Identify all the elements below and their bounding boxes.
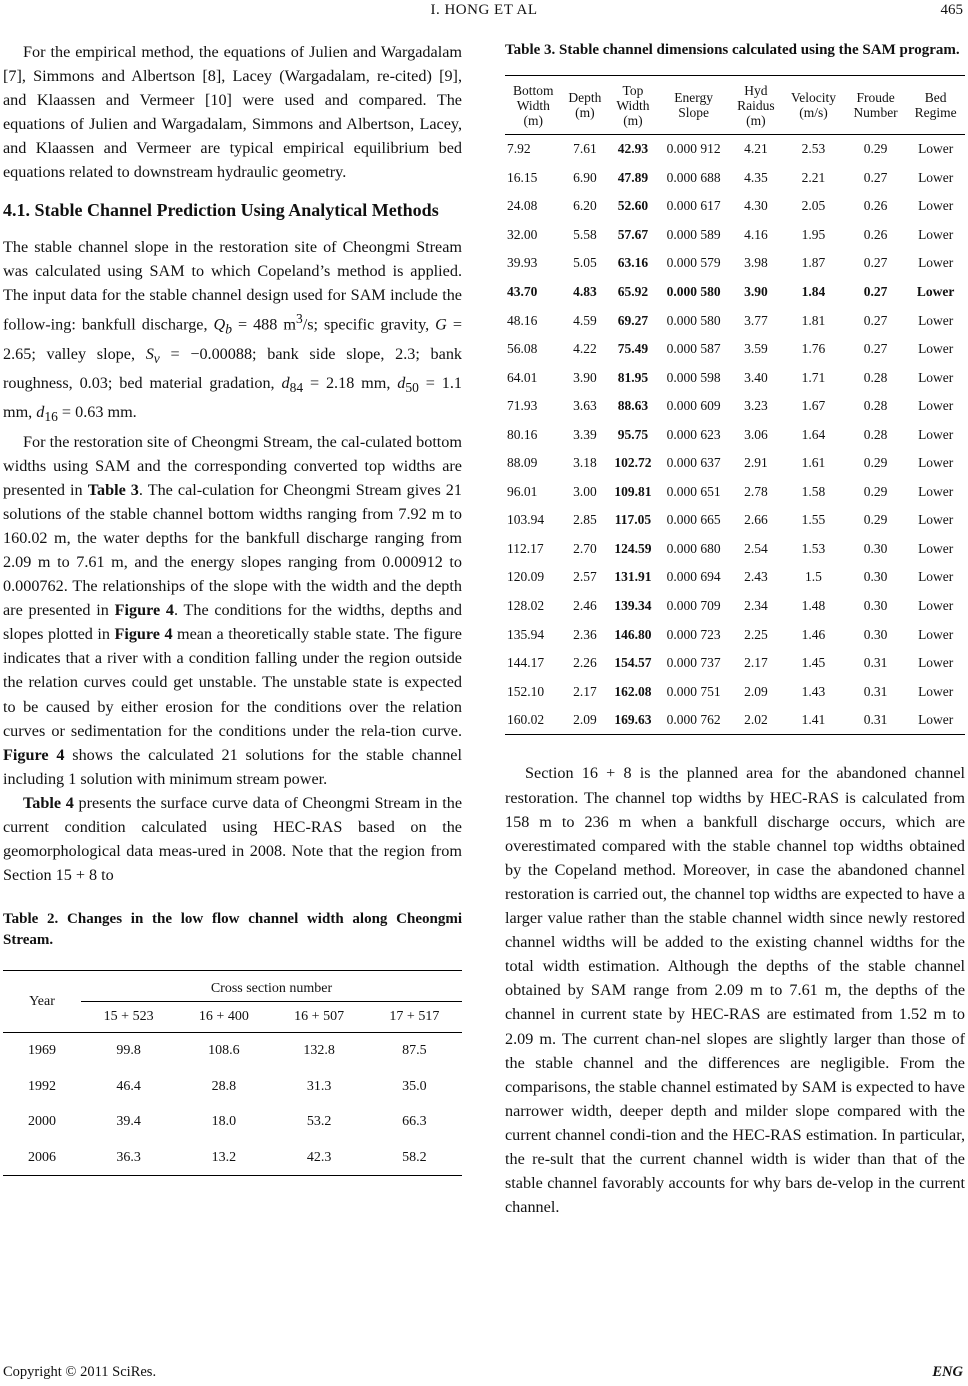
table-cell: 1.95 xyxy=(801,226,826,242)
table-cell: 120.09 xyxy=(507,569,545,585)
paragraph-section-16-8: Section 16 + 8 is the planned area for the abandoned channel restoration. The channel top widths by HEC-RAS is calculated from 158 m to 236 m when a bankfull discharge occurs, which are overestimated compared with the stable channel top widths obtained by the Copeland method. Moreover, in case the abandoned channel restoration is carried out, the channel top widths are expected to have a larger value rather than the stable channel width since newly restored channel widths will be added to the existing channel widths for the total width estimation. Although the depths of the stable channel obtained by SAM range from 2.09 m to 7.61 m, the depths of the channel in current state by HEC-RAS are estimated from 1.52 m to 2.09 m. The current chan-nel slopes are slightly larger than those of the stable channel and the differences are negligible. From the comparisons, the stable channel estimated by SAM is expected to have narrower width, deeper depth and milder slope compared with the current channel condi-tion and the HEC-RAS estimation. In particular, the re-sult that the current channel width is wider than that of the stable channel favorably accounts for why bars de-velop in the current channel. xyxy=(505,764,965,1217)
year-cell: 2000 xyxy=(28,1114,56,1130)
table-cell: 6.20 xyxy=(573,198,597,214)
width-cell: 66.3 xyxy=(402,1114,427,1130)
table-cell: 2.57 xyxy=(573,569,597,585)
table-cell: 0.28 xyxy=(863,426,888,442)
column-header: 16 + 400 xyxy=(176,1002,271,1033)
table-cell: 1.45 xyxy=(801,655,826,671)
column-header: Energy Slope xyxy=(658,76,730,135)
table-cell: 48.16 xyxy=(507,312,538,328)
table-cell: 4.83 xyxy=(573,283,597,299)
table-cell: 0.000 623 xyxy=(666,426,721,442)
table-cell: 2.17 xyxy=(573,683,597,699)
table-cell: 2.09 xyxy=(744,683,768,699)
cross-section-header: Cross section number xyxy=(81,971,462,1002)
table-cell: Lower xyxy=(906,706,965,735)
table-cell: 0.000 680 xyxy=(666,540,721,556)
paragraph-surface-curve: Table 4 presents the surface curve data of Cheongmi Stream in the current condition calculated using HEC-RAS based on the geomorphological data meas-ured in 2008. Note that the region from Section 15 + 8 to xyxy=(3,793,462,885)
table-cell: Lower xyxy=(918,483,954,499)
width-cell: 99.8 xyxy=(116,1043,141,1059)
table-cell: 2.53 xyxy=(801,141,826,157)
table-3 xyxy=(505,75,965,735)
table-row xyxy=(505,449,965,478)
copyright: Copyright © 2011 SciRes. xyxy=(3,1364,157,1380)
table-cell: 2.26 xyxy=(573,655,597,671)
table-cell: 0.27 xyxy=(863,255,888,271)
table-cell: 0.30 xyxy=(863,540,888,556)
table-cell: Lower xyxy=(918,169,954,185)
column-header: Froude Number xyxy=(845,76,907,135)
table-cell: 3.40 xyxy=(744,369,768,385)
table-row xyxy=(505,278,965,307)
table-cell: 75.49 xyxy=(617,341,649,357)
table-cell: 0.31 xyxy=(863,683,888,699)
width-cell: 31.3 xyxy=(306,1078,332,1094)
table-row xyxy=(505,706,965,735)
width-cell: 35.0 xyxy=(402,1078,427,1094)
table-cell: 1.48 xyxy=(801,597,826,613)
column-header: Top Width (m) xyxy=(608,76,657,135)
table-cell: Lower xyxy=(918,626,954,642)
table-row xyxy=(505,478,965,507)
width-cell: 42.3 xyxy=(272,1140,367,1176)
table-row xyxy=(505,563,965,592)
table-cell: 0.29 xyxy=(863,512,888,528)
table-cell: Lower xyxy=(918,398,954,414)
table-cell: 162.08 xyxy=(614,683,652,699)
table-cell: Lower xyxy=(918,255,954,271)
table-cell: Lower xyxy=(918,455,954,471)
year-header: Year xyxy=(3,971,81,1033)
table-row xyxy=(505,677,965,706)
table-row xyxy=(505,164,965,193)
table-cell: 39.93 xyxy=(507,255,538,271)
table-3-caption: Table 3. Stable channel dimensions calculated using the SAM program. xyxy=(505,42,960,58)
table-cell: 1.53 xyxy=(801,540,826,556)
year-cell: 1969 xyxy=(28,1043,56,1059)
table-cell: 0.000 589 xyxy=(666,226,721,242)
table-cell: 0.27 xyxy=(863,341,888,357)
table-cell: 52.60 xyxy=(617,198,649,214)
table-cell: 1.5 xyxy=(805,569,822,585)
table-cell: 152.10 xyxy=(507,683,545,699)
table-row xyxy=(505,592,965,621)
width-cell: 132.8 xyxy=(303,1043,335,1059)
table-cell: 0.000 651 xyxy=(666,483,721,499)
table-cell: 135.94 xyxy=(507,626,545,642)
width-cell: 28.8 xyxy=(211,1078,237,1094)
table-cell: 169.63 xyxy=(608,706,657,735)
table-cell: 1.58 xyxy=(801,483,826,499)
page-header xyxy=(0,0,968,26)
table-cell: 1.87 xyxy=(801,255,826,271)
table-cell: 128.02 xyxy=(507,597,545,613)
table-cell: 0.30 xyxy=(863,597,888,613)
width-cell: 58.2 xyxy=(367,1140,462,1176)
table-cell: 2.78 xyxy=(744,483,768,499)
table-cell: 3.39 xyxy=(573,426,597,442)
table-cell: 95.75 xyxy=(617,426,649,442)
table-row xyxy=(505,363,965,392)
table-cell: 0.000 762 xyxy=(658,706,730,735)
table-row xyxy=(505,249,965,278)
table-cell: 16.15 xyxy=(507,169,538,185)
table-cell: 0.26 xyxy=(863,226,888,242)
journal-abbrev: ENG xyxy=(932,1364,963,1380)
table-cell: 7.61 xyxy=(573,141,597,157)
table-cell: 56.08 xyxy=(507,341,538,357)
paragraph-sam-input: The stable channel slope in the restoration site of Cheongmi Stream was calculated using SAM to which Copeland’s method is applied. The input data for the stable channel design used for SAM include the follow-ing: bankfull discharge, $Q_b = 488$ $m^3/s$; specific gravity, G = 2.65; valley slope, $S_v = -0.00088$; bank side slope, 2.3; bank roughness, 0.03; bed material gradation, $d_{84} = 2.18$ mm, $d_{50} = 1.1$ mm, $d_{16} = 0.63$ mm. xyxy=(3,237,463,425)
table-cell: Lower xyxy=(918,512,954,528)
table-cell: 2.54 xyxy=(744,540,768,556)
table-cell: 0.000 751 xyxy=(666,683,721,699)
table-cell: 0.000 580 xyxy=(666,312,721,328)
table-cell: 2.17 xyxy=(744,655,768,671)
table-cell: 69.27 xyxy=(617,312,649,328)
figure-4-reference[interactable]: Figure 4 xyxy=(114,625,173,644)
table-cell: 3.63 xyxy=(573,398,597,414)
column-header: 15 + 523 xyxy=(81,1002,176,1033)
year-cell: 1992 xyxy=(28,1078,56,1094)
table-cell: 0.000 688 xyxy=(666,169,721,185)
table-cell: 2.85 xyxy=(573,512,597,528)
figure-4-reference[interactable]: Figure 4 xyxy=(3,745,65,764)
table-cell: 0.31 xyxy=(863,655,888,671)
table-cell: 0.29 xyxy=(863,141,888,157)
table-cell: 5.58 xyxy=(573,226,597,242)
table-row xyxy=(505,392,965,421)
table-cell: 117.05 xyxy=(614,512,652,528)
table-cell: 64.01 xyxy=(507,369,538,385)
width-cell: 87.5 xyxy=(402,1043,427,1059)
table-cell: 131.91 xyxy=(614,569,652,585)
width-cell: 13.2 xyxy=(176,1140,271,1176)
table-cell: 0.27 xyxy=(863,283,888,299)
table-cell: 2.66 xyxy=(744,512,768,528)
table-cell: 6.90 xyxy=(573,169,597,185)
table-cell: 1.67 xyxy=(801,398,826,414)
table-cell: 2.25 xyxy=(744,626,768,642)
table-cell: 4.59 xyxy=(573,312,597,328)
table-cell: 1.64 xyxy=(801,426,826,442)
table-cell: 160.02 xyxy=(505,706,562,735)
table-cell: 3.06 xyxy=(744,426,768,442)
table-cell: Lower xyxy=(918,540,954,556)
table-cell: Lower xyxy=(918,312,954,328)
table-row xyxy=(505,192,965,221)
table-cell: 4.22 xyxy=(573,341,597,357)
column-header: 16 + 507 xyxy=(272,1002,367,1033)
table-2-caption: Table 2. Changes in the low flow channel width along Cheongmi Stream. xyxy=(3,911,462,949)
table-cell: 0.31 xyxy=(845,706,907,735)
width-cell: 18.0 xyxy=(211,1114,237,1130)
table-cell: 4.35 xyxy=(744,169,768,185)
year-cell: 2006 xyxy=(3,1140,81,1176)
table-cell: 0.000 587 xyxy=(666,341,721,357)
table-cell: 146.80 xyxy=(614,626,652,642)
table-cell: 144.17 xyxy=(507,655,545,671)
table-cell: 154.57 xyxy=(614,655,652,671)
table-cell: 0.27 xyxy=(863,169,888,185)
width-cell: 46.4 xyxy=(116,1078,141,1094)
table-row xyxy=(505,649,965,678)
figure-4-reference[interactable]: Figure 4 xyxy=(114,601,174,620)
table-cell: 0.000 912 xyxy=(666,141,721,157)
table-cell: Lower xyxy=(918,597,954,613)
width-cell: 108.6 xyxy=(208,1043,240,1059)
table-cell: 1.46 xyxy=(801,626,826,642)
table-cell: 1.61 xyxy=(801,455,826,471)
table-cell: 81.95 xyxy=(617,369,649,385)
table-cell: 0.27 xyxy=(863,312,888,328)
table-cell: 2.05 xyxy=(801,198,826,214)
table-cell: 88.63 xyxy=(617,398,649,414)
table-cell: 0.000 609 xyxy=(666,398,721,414)
table-cell: 4.21 xyxy=(744,141,768,157)
column-header: Depth (m) xyxy=(562,76,609,135)
table-cell: 24.08 xyxy=(507,198,538,214)
table-cell: 1.55 xyxy=(801,512,826,528)
table-cell: 4.16 xyxy=(744,226,768,242)
table-cell: Lower xyxy=(918,655,954,671)
table-cell: 0.000 580 xyxy=(666,283,721,299)
table-cell: Lower xyxy=(918,683,954,699)
table-row xyxy=(505,535,965,564)
width-cell: 53.2 xyxy=(306,1114,332,1130)
width-cell: 36.3 xyxy=(81,1140,176,1176)
table-row xyxy=(505,335,965,364)
table-cell: 0.26 xyxy=(863,198,888,214)
right-column xyxy=(505,40,965,1219)
table-cell: 0.000 637 xyxy=(666,455,721,471)
table-cell: 96.01 xyxy=(507,483,538,499)
table-cell: 3.23 xyxy=(744,398,768,414)
table-cell: 2.46 xyxy=(573,597,597,613)
table-cell: 3.90 xyxy=(573,369,597,385)
table-cell: 1.71 xyxy=(801,369,826,385)
running-title: I. HONG ET AL xyxy=(430,2,538,18)
table-cell: 2.36 xyxy=(573,626,597,642)
table-cell: 1.76 xyxy=(801,341,826,357)
column-header: Bed Regime xyxy=(906,76,965,135)
table-cell: 0.28 xyxy=(863,369,888,385)
table-cell: 42.93 xyxy=(617,141,649,157)
table-cell: Lower xyxy=(918,198,954,214)
table-cell: 63.16 xyxy=(617,255,649,271)
table-row xyxy=(505,620,965,649)
table-row xyxy=(3,1033,462,1069)
table-cell: 0.29 xyxy=(863,483,888,499)
table-cell: 0.000 709 xyxy=(666,597,721,613)
column-header: 17 + 517 xyxy=(367,1002,462,1033)
table-cell: 7.92 xyxy=(507,141,531,157)
table-cell: 5.05 xyxy=(573,255,597,271)
table-cell: 57.67 xyxy=(617,226,649,242)
table-cell: 2.09 xyxy=(562,706,609,735)
table-cell: 2.34 xyxy=(744,597,768,613)
table-2 xyxy=(3,970,462,1176)
table-cell: 1.81 xyxy=(801,312,826,328)
table-cell: 1.41 xyxy=(782,706,845,735)
table-cell: 0.30 xyxy=(863,626,888,642)
table-cell: 1.43 xyxy=(801,683,826,699)
table-cell: 0.28 xyxy=(863,398,888,414)
table-cell: 103.94 xyxy=(507,512,545,528)
table-cell: 3.18 xyxy=(573,455,597,471)
table-cell: 3.98 xyxy=(744,255,768,271)
table-cell: 0.000 723 xyxy=(666,626,721,642)
table-cell: 2.21 xyxy=(801,169,826,185)
table-3-reference[interactable]: Table 3 xyxy=(87,480,139,499)
table-cell: 2.91 xyxy=(744,455,768,471)
table-cell: Lower xyxy=(916,283,955,299)
left-column xyxy=(3,40,462,1176)
table-cell: 88.09 xyxy=(507,455,538,471)
table-cell: 0.29 xyxy=(863,455,888,471)
paragraph-empirical-method: For the empirical method, the equations of Julien and Wargadalam [7], Simmons and Albertson [8], Lacey (Wargadalam, re-cited) [9], and Klaassen and Vermeer [10] were used and compared. The equations of Julien and Wargadalam, Simmons and Albertson, Lacey, and Klaassen and Vermeer are typical empirical equilibrium bed equations related to downstream hydraulic geometry. xyxy=(3,43,462,182)
table-4-reference[interactable]: Table 4 xyxy=(23,793,74,812)
table-cell: 1.84 xyxy=(801,283,826,299)
column-header: Bottom Width (m) xyxy=(505,76,562,135)
table-row xyxy=(505,221,965,250)
table-cell: 4.30 xyxy=(744,198,768,214)
table-cell: 43.70 xyxy=(507,283,538,299)
table-cell: Lower xyxy=(918,426,954,442)
table-cell: 102.72 xyxy=(614,455,652,471)
table-row xyxy=(3,1069,462,1105)
table-row xyxy=(505,420,965,449)
table-cell: 2.02 xyxy=(730,706,783,735)
table-cell: 2.43 xyxy=(744,569,768,585)
table-cell: 3.00 xyxy=(573,483,597,499)
table-cell: 0.30 xyxy=(863,569,888,585)
table-cell: 109.81 xyxy=(614,483,652,499)
table-row xyxy=(3,1104,462,1140)
table-cell: 0.000 617 xyxy=(666,198,721,214)
paragraph-calculated-widths: For the restoration site of Cheongmi Stream, the cal-culated bottom widths using SAM and the corresponding converted top widths are presented in Table 3. The cal-culation for Cheongmi Stream gives 21 solutions of the stable channel bottom widths ranging from 7.92 m to 160.02 m, the water depths for the bankfull discharge ranging from 2.09 m to 7.61 m, and the energy slopes ranging from 0.000912 to 0.000762. The relationships of the slope with the width and the depth are presented in Figure 4. The conditions for the widths, depths and slopes plotted in Figure 4 mean a theoretically stable state. The figure indicates that a river with a condition falling under the region outside the relation curves could get unstable. The unstable state is expected to be caused by either erosion for the conditions over the relation curves or sedimentation for the conditions under the rela-tion curve. Figure 4 shows the calculated 21 solutions for the stable channel including 1 solution with minimum stream power. xyxy=(3,432,463,788)
width-cell: 39.4 xyxy=(116,1114,141,1130)
table-row xyxy=(505,306,965,335)
table-cell: 71.93 xyxy=(507,398,538,414)
table-cell: Lower xyxy=(918,226,954,242)
table-cell: 80.16 xyxy=(507,426,538,442)
table-cell: Lower xyxy=(918,369,954,385)
page-number: 465 xyxy=(940,2,963,18)
table-cell: 0.000 737 xyxy=(666,655,721,671)
table-cell: 2.70 xyxy=(573,540,597,556)
table-cell: 65.92 xyxy=(617,283,649,299)
column-header: Velocity (m/s) xyxy=(782,76,845,135)
table-row xyxy=(505,506,965,535)
table-cell: 0.000 694 xyxy=(666,569,721,585)
table-cell: 0.000 665 xyxy=(666,512,721,528)
table-row xyxy=(505,135,965,164)
table-cell: 124.59 xyxy=(614,540,652,556)
table-cell: 32.00 xyxy=(507,226,538,242)
table-cell: Lower xyxy=(918,141,954,157)
table-cell: 0.000 598 xyxy=(666,369,721,385)
table-row xyxy=(3,1140,462,1176)
table-cell: 3.90 xyxy=(744,283,768,299)
section-heading-4-1: 4.1. Stable Channel Prediction Using Analytical Methods xyxy=(3,199,439,220)
table-cell: Lower xyxy=(918,341,954,357)
table-cell: 0.000 579 xyxy=(666,255,721,271)
table-cell: 112.17 xyxy=(507,540,544,556)
column-header: Hyd Raidus (m) xyxy=(730,76,783,135)
table-cell: 139.34 xyxy=(614,597,652,613)
table-cell: 3.59 xyxy=(744,341,768,357)
table-cell: Lower xyxy=(918,569,954,585)
table-cell: 3.77 xyxy=(744,312,768,328)
table-cell: 47.89 xyxy=(617,169,649,185)
